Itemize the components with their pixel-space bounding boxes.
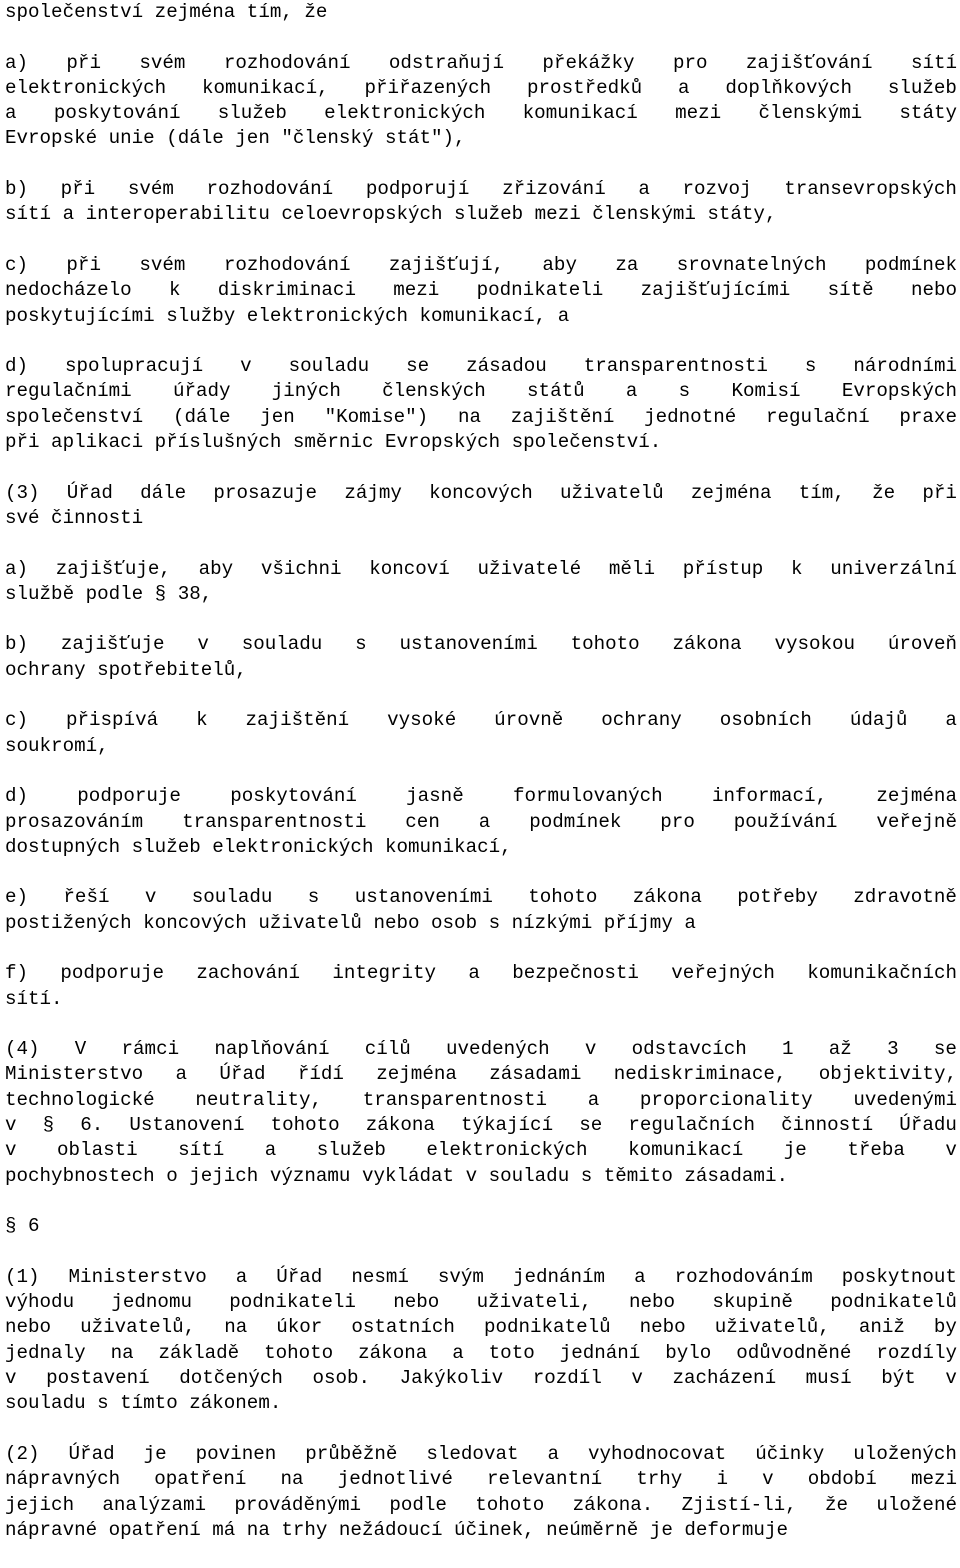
text-line: dostupných služeb elektronických komunikací, xyxy=(5,835,512,858)
paragraph xyxy=(5,1442,957,1543)
text-line: poskytujícími služby elektronických komunikací, a xyxy=(5,304,570,327)
text-line: pochybnostech o jejich významu vykládat v souladu s těmito zásadami. xyxy=(5,1164,788,1187)
text-line: a) při svém rozhodování odstraňují překážky pro zajišťování sítí xyxy=(5,51,957,74)
paragraph xyxy=(5,961,957,1012)
text-line: a) zajišťuje, aby všichni koncoví uživatelé měli přístup k univerzální xyxy=(5,557,957,580)
text-line: ochrany spotřebitelů, xyxy=(5,658,247,681)
paragraph xyxy=(5,784,957,860)
text-line: sítí. xyxy=(5,987,63,1010)
text-line: sítí a interoperabilitu celoevropských služeb mezi členskými státy, xyxy=(5,203,777,226)
text-line: prosazováním transparentnosti cen a podmínek pro používání veřejně xyxy=(5,810,957,833)
text-line: nebo uživatelů, na úkor ostatních podnikatelů nebo uživatelů, aniž by xyxy=(5,1316,957,1339)
text-line: b) při svém rozhodování podporují zřizování a rozvoj transevropských xyxy=(5,178,957,201)
text-line: společenství zejména tím, že xyxy=(5,1,328,23)
text-line: své činnosti xyxy=(5,506,144,529)
text-line: jejich analýzami prováděnými podle tohoto zákona. Zjistí-li, že uložené xyxy=(5,1493,957,1516)
text-line: nedocházelo k diskriminaci mezi podnikateli zajišťujícími sítě nebo xyxy=(5,279,957,302)
text-line: d) spolupracují v souladu se zásadou transparentnosti s národními xyxy=(5,355,957,378)
text-line: (2) Úřad je povinen průběžně sledovat a vyhodnocovat účinky uložených xyxy=(5,1442,957,1465)
text-line: f) podporuje zachování integrity a bezpečnosti veřejných komunikačních xyxy=(5,962,957,985)
text-line: c) přispívá k zajištění vysoké úrovně ochrany osobních údajů a xyxy=(5,709,957,732)
text-line: c) při svém rozhodování zajišťují, aby za srovnatelných podmínek xyxy=(5,253,957,276)
text-line: (3) Úřad dále prosazuje zájmy koncových uživatelů zejména tím, že při xyxy=(5,481,957,504)
text-line: b) zajišťuje v souladu s ustanoveními tohoto zákona vysokou úroveň xyxy=(5,633,957,656)
paragraph xyxy=(5,708,957,759)
text-line: v oblasti sítí a služeb elektronických komunikací je třeba v xyxy=(5,1139,957,1162)
text-line: e) řeší v souladu s ustanoveními tohoto zákona potřeby zdravotně xyxy=(5,886,957,909)
paragraph xyxy=(5,481,957,532)
text-line: a poskytování služeb elektronických komunikací mezi členskými státy xyxy=(5,102,957,125)
text-line: Evropské unie (dále jen "členský stát"), xyxy=(5,127,466,150)
paragraph xyxy=(5,632,957,683)
text-line: § 6 xyxy=(5,1215,40,1238)
paragraph xyxy=(5,1037,957,1189)
paragraph xyxy=(5,557,957,608)
paragraph xyxy=(5,885,957,936)
text-line: nápravných opatření na jednotlivé relevantní trhy i v období mezi xyxy=(5,1468,957,1491)
text-line: Ministerstvo a Úřad řídí zejména zásadami nediskriminace, objektivity, xyxy=(5,1063,957,1086)
paragraph xyxy=(5,51,957,152)
text-line: elektronických komunikací, přiřazených prostředků a doplňkových služeb xyxy=(5,76,957,99)
text-line: nápravné opatření má na trhy nežádoucí účinek, neúměrně je deformuje xyxy=(5,1518,788,1541)
paragraph xyxy=(5,0,957,25)
text-line: souladu s tímto zákonem. xyxy=(5,1392,282,1415)
text-line: službě podle § 38, xyxy=(5,582,213,605)
text-line: soukromí, xyxy=(5,734,109,757)
paragraph xyxy=(5,177,957,228)
text-line: výhodu jednomu podnikateli nebo uživateli, nebo skupině podnikatelů xyxy=(5,1291,957,1314)
text-line: v postavení dotčených osob. Jakýkoliv rozdíl v zacházení musí být v xyxy=(5,1367,957,1390)
text-line: společenství (dále jen "Komise") na zajištění jednotné regulační praxe xyxy=(5,405,957,428)
paragraph xyxy=(5,354,957,455)
text-line: (1) Ministerstvo a Úřad nesmí svým jednáním a rozhodováním poskytnout xyxy=(5,1265,957,1288)
text-line: (4) V rámci naplňování cílů uvedených v odstavcích 1 až 3 se xyxy=(5,1038,957,1061)
text-line: v § 6. Ustanovení tohoto zákona týkající se regulačních činností Úřadu xyxy=(5,1114,957,1137)
text-line: technologické neutrality, transparentnosti a proporcionality uvedenými xyxy=(5,1088,957,1111)
text-line: při aplikaci příslušných směrnic Evropských společenství. xyxy=(5,431,662,454)
text-line: postižených koncových uživatelů nebo osob s nízkými příjmy a xyxy=(5,911,696,934)
paragraph xyxy=(5,1265,957,1417)
text-line: jednaly na základě tohoto zákona a toto jednání bylo odůvodněné rozdíly xyxy=(5,1341,957,1364)
text-line: regulačními úřady jiných členských států a s Komisí Evropských xyxy=(5,380,957,403)
text-line: d) podporuje poskytování jasně formulovaných informací, zejména xyxy=(5,785,957,808)
document-page xyxy=(5,0,957,1568)
section-heading xyxy=(5,1214,957,1239)
paragraph xyxy=(5,253,957,329)
